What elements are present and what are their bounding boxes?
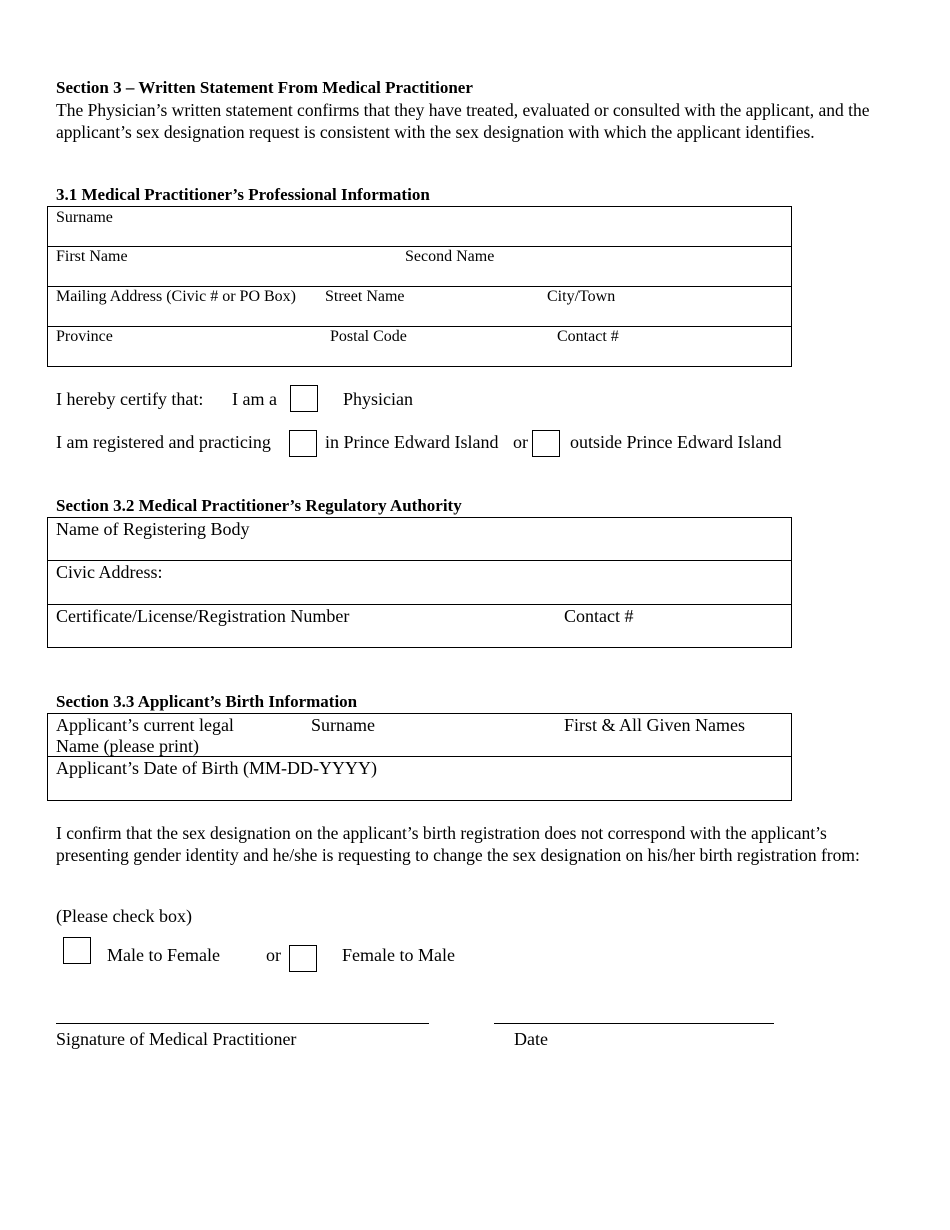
- outside-pei-label: outside Prince Edward Island: [570, 432, 782, 452]
- postal-code-field-label[interactable]: Postal Code: [330, 328, 407, 345]
- section-3-1-title: 3.1 Medical Practitioner’s Professional Information: [56, 185, 430, 204]
- date-line[interactable]: [494, 1023, 774, 1024]
- legal-name-label: Applicant’s current legal: [56, 715, 234, 735]
- male-to-female-checkbox[interactable]: [63, 937, 91, 964]
- row-divider: [48, 604, 791, 605]
- registered-label: I am registered and practicing: [56, 432, 271, 452]
- second-name-field-label[interactable]: Second Name: [405, 248, 495, 265]
- female-to-male-label: Female to Male: [342, 945, 455, 965]
- contact-field-label[interactable]: Contact #: [557, 328, 619, 345]
- row-divider: [48, 326, 791, 327]
- female-to-male-checkbox[interactable]: [289, 945, 317, 972]
- section-3-3-title: Section 3.3 Applicant’s Birth Information: [56, 692, 358, 711]
- i-am-a-label: I am a: [232, 389, 277, 409]
- or-label: or: [513, 432, 528, 452]
- legal-name-label-line2: Name (please print): [56, 736, 199, 756]
- physician-label: Physician: [343, 389, 413, 409]
- date-of-birth-field-label[interactable]: Applicant’s Date of Birth (MM-DD-YYYY): [56, 758, 377, 778]
- physician-checkbox[interactable]: [290, 385, 318, 412]
- outside-pei-checkbox[interactable]: [532, 430, 560, 457]
- in-pei-label: in Prince Edward Island: [325, 432, 499, 452]
- registering-body-field-label[interactable]: Name of Registering Body: [56, 519, 250, 539]
- please-check-label: (Please check box): [56, 906, 192, 926]
- street-name-field-label[interactable]: Street Name: [325, 288, 405, 305]
- confirm-statement: I confirm that the sex designation on the applicant’s birth registration does not correspond with the applicant’s presenting gender identity and he/she is requesting to change the sex designation on his/her birth registration from:: [56, 823, 860, 865]
- section-3-intro: The Physician’s written statement confirms that they have treated, evaluated or consulted with the applicant, and the applicant’s sex designation request is consistent with the sex designation with which the applicant identifies.: [56, 100, 870, 142]
- date-label: Date: [514, 1029, 548, 1049]
- applicant-given-names-field-label[interactable]: First & All Given Names: [564, 715, 745, 735]
- mailing-address-field-label[interactable]: Mailing Address (Civic # or PO Box): [56, 288, 296, 305]
- civic-address-field-label[interactable]: Civic Address:: [56, 562, 163, 582]
- certificate-number-field-label[interactable]: Certificate/License/Registration Number: [56, 606, 350, 626]
- province-field-label[interactable]: Province: [56, 328, 113, 345]
- signature-line[interactable]: [56, 1023, 429, 1024]
- regulatory-contact-field-label[interactable]: Contact #: [564, 606, 634, 626]
- applicant-surname-field-label[interactable]: Surname: [311, 715, 375, 735]
- or-label: or: [266, 945, 281, 965]
- first-name-field-label[interactable]: First Name: [56, 248, 128, 265]
- certify-lead: I hereby certify that:: [56, 389, 204, 409]
- surname-field-label[interactable]: Surname: [56, 209, 113, 226]
- signature-label: Signature of Medical Practitioner: [56, 1029, 297, 1049]
- row-divider: [48, 560, 791, 561]
- in-pei-checkbox[interactable]: [289, 430, 317, 457]
- section-3-2-title: Section 3.2 Medical Practitioner’s Regulatory Authority: [56, 496, 462, 515]
- male-to-female-label: Male to Female: [107, 945, 220, 965]
- city-town-field-label[interactable]: City/Town: [547, 288, 616, 305]
- section-3-title: Section 3 – Written Statement From Medical Practitioner: [56, 78, 473, 97]
